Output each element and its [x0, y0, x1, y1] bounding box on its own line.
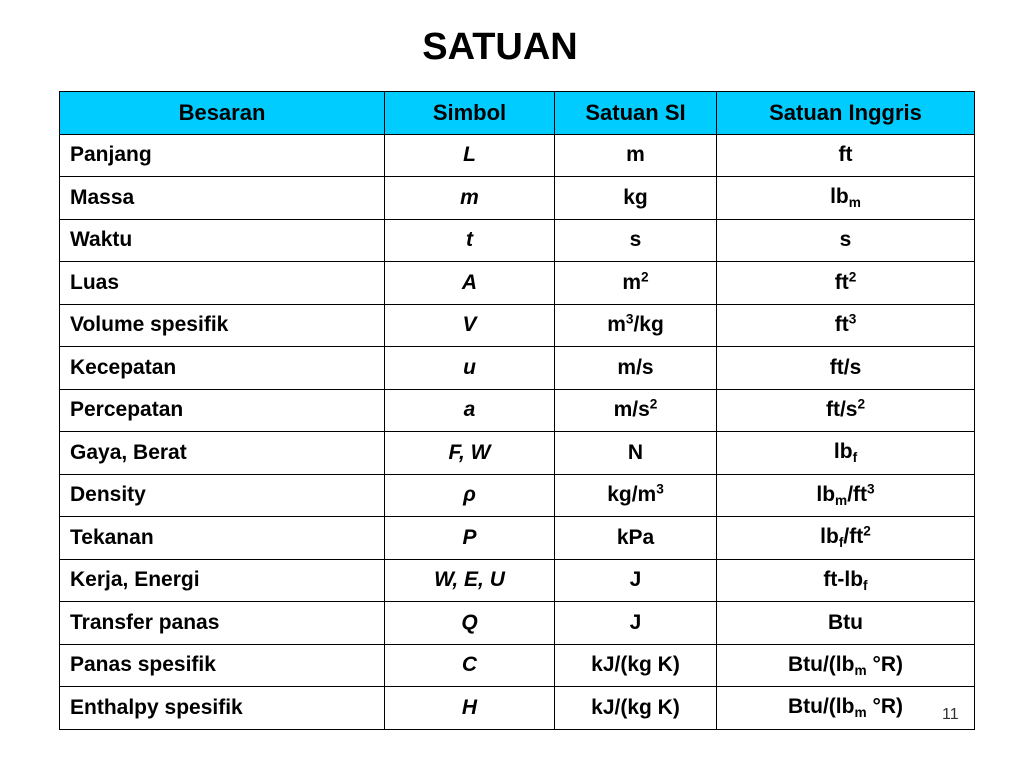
quantity-cell: Kerja, Energi — [60, 559, 385, 602]
unit-text: m/s — [617, 355, 654, 379]
table-row — [60, 644, 975, 687]
unit-text: lb — [820, 525, 839, 549]
si-unit-cell — [555, 389, 717, 432]
unit-superscript: 2 — [641, 269, 649, 285]
symbol-cell: t — [385, 219, 555, 262]
quantity-cell: Kecepatan — [60, 347, 385, 390]
si-unit-cell — [555, 177, 717, 220]
unit-superscript: 2 — [857, 396, 866, 412]
english-unit-cell — [717, 262, 975, 305]
unit-text: kPa — [616, 525, 655, 549]
quantity-cell: Enthalpy spesifik — [60, 687, 385, 730]
english-unit-cell — [717, 432, 975, 475]
table-row — [60, 347, 975, 390]
quantity-cell: Volume spesifik — [60, 304, 385, 347]
unit-text: ft — [838, 143, 853, 167]
symbol-cell: A — [385, 262, 555, 305]
si-unit-cell — [555, 134, 717, 177]
unit-text: s — [839, 228, 852, 252]
header-si-unit: Satuan SI — [555, 92, 717, 135]
table-row — [60, 134, 975, 177]
english-unit-cell — [717, 687, 975, 730]
quantity-cell: Percepatan — [60, 389, 385, 432]
english-unit-cell — [717, 134, 975, 177]
unit-superscript: 3 — [656, 481, 664, 497]
quantity-cell: Panjang — [60, 134, 385, 177]
table-row — [60, 177, 975, 220]
symbol-cell: L — [385, 134, 555, 177]
unit-text: lb — [830, 185, 849, 209]
quantity-cell: Tekanan — [60, 517, 385, 560]
si-unit-cell — [555, 474, 717, 517]
unit-text: kg/m — [607, 483, 657, 507]
unit-text: °R) — [866, 695, 904, 719]
unit-superscript: 2 — [649, 396, 658, 412]
unit-text: °R) — [866, 652, 904, 676]
quantity-cell: Luas — [60, 262, 385, 305]
unit-text: ft — [834, 270, 849, 294]
unit-text: /ft — [843, 525, 864, 549]
unit-text: kg — [623, 185, 648, 209]
si-unit-cell — [555, 219, 717, 262]
quantity-cell: Massa — [60, 177, 385, 220]
unit-text: /ft — [847, 482, 868, 506]
unit-text: m — [607, 313, 626, 337]
si-unit-cell — [555, 347, 717, 390]
english-unit-cell — [717, 347, 975, 390]
symbol-cell: ρ — [385, 474, 555, 517]
table-row — [60, 559, 975, 602]
unit-text: kJ/(kg K) — [591, 695, 680, 719]
symbol-cell: P — [385, 517, 555, 560]
unit-text: J — [629, 568, 642, 592]
table-row — [60, 304, 975, 347]
si-unit-cell — [555, 559, 717, 602]
quantity-cell: Waktu — [60, 219, 385, 262]
symbol-cell: u — [385, 347, 555, 390]
si-unit-cell — [555, 432, 717, 475]
unit-text: lb — [833, 440, 853, 464]
unit-text: ft/s — [825, 398, 858, 422]
table-row — [60, 602, 975, 645]
symbol-cell: C — [385, 644, 555, 687]
unit-text: J — [629, 610, 642, 634]
unit-superscript: 2 — [848, 269, 857, 285]
symbol-cell: m — [385, 177, 555, 220]
unit-text: ft/s — [829, 355, 862, 379]
unit-text: m — [626, 143, 645, 167]
table-row — [60, 262, 975, 305]
english-unit-cell — [717, 559, 975, 602]
symbol-cell: V — [385, 304, 555, 347]
unit-text: N — [627, 440, 644, 464]
unit-text: s — [629, 228, 642, 252]
english-unit-cell — [717, 389, 975, 432]
english-unit-cell — [717, 177, 975, 220]
unit-text: Btu/(lb — [787, 652, 855, 676]
unit-text: m — [622, 270, 642, 294]
symbol-cell: W, E, U — [385, 559, 555, 602]
unit-subscript: m — [854, 705, 867, 721]
units-table — [59, 91, 975, 730]
si-unit-cell — [555, 644, 717, 687]
unit-superscript: 3 — [867, 481, 875, 497]
english-unit-cell — [717, 644, 975, 687]
si-unit-cell — [555, 304, 717, 347]
header-symbol: Simbol — [385, 92, 555, 135]
unit-text: lb — [816, 482, 836, 506]
si-unit-cell — [555, 517, 717, 560]
english-unit-cell — [717, 517, 975, 560]
table-row — [60, 432, 975, 475]
english-unit-cell — [717, 219, 975, 262]
unit-subscript: m — [848, 195, 861, 211]
symbol-cell: F, W — [385, 432, 555, 475]
si-unit-cell — [555, 262, 717, 305]
unit-subscript: f — [838, 535, 844, 551]
unit-text: Btu — [828, 610, 863, 634]
table-row — [60, 389, 975, 432]
english-unit-cell — [717, 304, 975, 347]
unit-text: kJ/(kg K) — [591, 653, 680, 677]
unit-text: m/s — [613, 398, 650, 422]
table-header-row — [60, 92, 975, 135]
table-row — [60, 474, 975, 517]
quantity-cell: Transfer panas — [60, 602, 385, 645]
quantity-cell: Density — [60, 474, 385, 517]
page-number: 11 — [942, 706, 959, 723]
unit-text: ft — [834, 313, 849, 337]
table-row — [60, 687, 975, 730]
quantity-cell: Gaya, Berat — [60, 432, 385, 475]
si-unit-cell — [555, 602, 717, 645]
unit-subscript: f — [852, 450, 858, 466]
header-english-unit: Satuan Inggris — [717, 92, 975, 135]
unit-subscript: m — [854, 662, 867, 678]
unit-superscript: 3 — [848, 311, 857, 327]
unit-text: /kg — [633, 313, 664, 337]
unit-superscript: 3 — [625, 311, 634, 327]
unit-text: Btu/(lb — [787, 695, 855, 719]
unit-superscript: 2 — [863, 523, 871, 539]
header-quantity: Besaran — [60, 92, 385, 135]
unit-text: ft-lb — [823, 567, 864, 591]
symbol-cell: Q — [385, 602, 555, 645]
unit-subscript: m — [835, 492, 848, 508]
symbol-cell: H — [385, 687, 555, 730]
table-row — [60, 517, 975, 560]
quantity-cell: Panas spesifik — [60, 644, 385, 687]
table-row — [60, 219, 975, 262]
english-unit-cell — [717, 474, 975, 517]
symbol-cell: a — [385, 389, 555, 432]
page-title: SATUAN — [422, 26, 578, 68]
english-unit-cell — [717, 602, 975, 645]
unit-subscript: f — [863, 577, 868, 593]
si-unit-cell — [555, 687, 717, 730]
